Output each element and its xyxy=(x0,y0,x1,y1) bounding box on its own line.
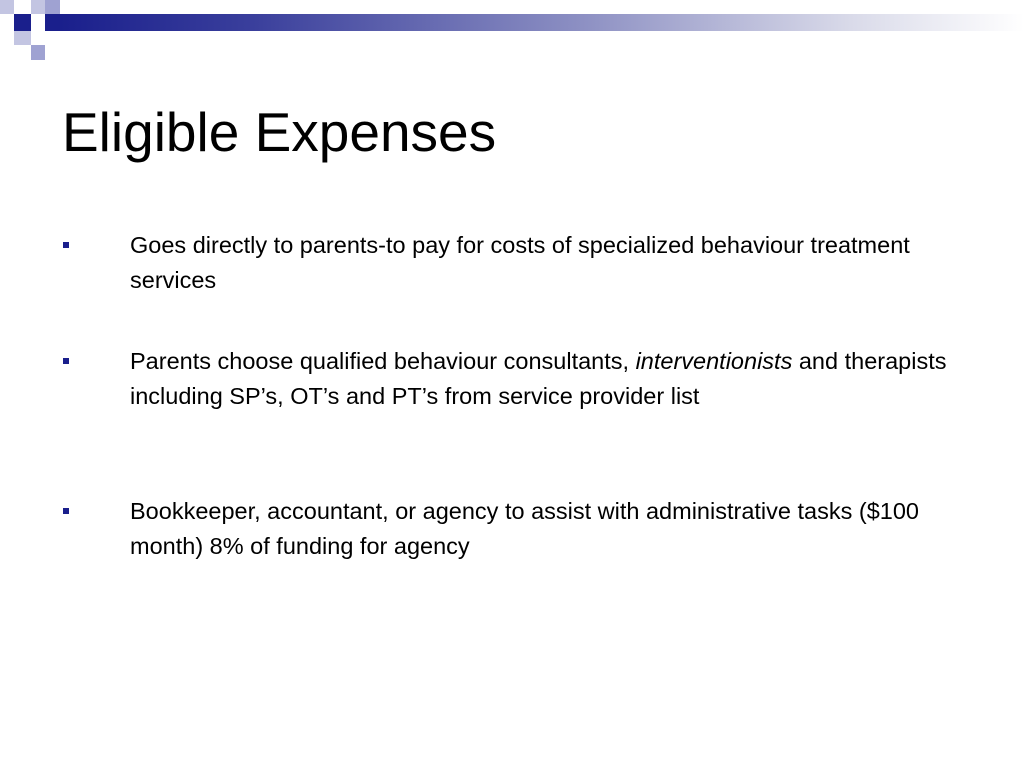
decor-square-light xyxy=(0,0,14,14)
decor-square-medium xyxy=(45,14,60,31)
bullet-text-part: and therapists including SP’s, OT’s and PT’s from service provider list xyxy=(130,348,947,409)
decor-square-light xyxy=(14,31,31,45)
decor-square-white xyxy=(31,14,45,31)
bullet-square-icon xyxy=(63,358,69,364)
decor-square-light xyxy=(31,0,45,14)
header-decoration xyxy=(0,0,1024,62)
bullet-square-icon xyxy=(63,242,69,248)
slide-title: Eligible Expenses xyxy=(62,101,497,163)
bullet-text xyxy=(130,344,960,414)
bullet-text: Goes directly to parents-to pay for costs of specialized behaviour treatment services xyxy=(130,232,910,293)
decor-square-medium xyxy=(45,0,60,14)
decor-square-medium xyxy=(31,45,45,60)
bullet-text-part: Parents choose qualified behaviour consultants, xyxy=(130,348,636,374)
header-gradient-band xyxy=(60,14,1024,31)
bullet-text: Bookkeeper, accountant, or agency to assist with administrative tasks ($100 month) 8% of funding for agency xyxy=(130,498,919,559)
bullet-text-emphasis: interventionists xyxy=(635,348,793,374)
decor-square-dark xyxy=(14,14,31,31)
bullet-square-icon xyxy=(63,508,69,514)
